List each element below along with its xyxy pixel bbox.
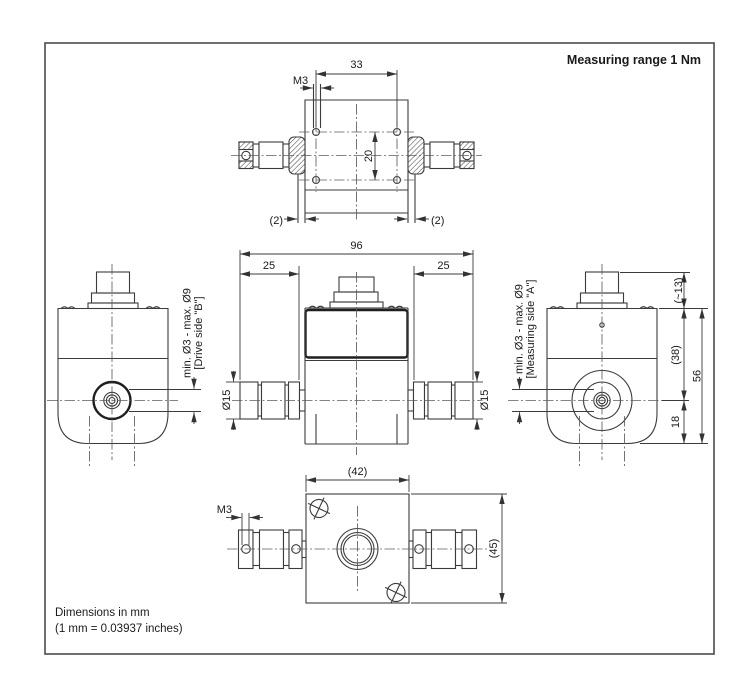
drawing-frame [45,43,714,654]
footer-units-line: Dimensions in mm [55,607,150,619]
dim-33 [316,59,397,127]
top-view [231,59,482,227]
phillips-screw [380,577,412,609]
gap-left-label: (2) [269,215,283,227]
dim-96-label: 96 [350,240,363,252]
gap-right-label: (2) [431,215,445,227]
footer-conversion-line: (1 mm = 0.03937 inches) [55,623,183,635]
page-title: Measuring range 1 Nm [566,53,701,67]
dim-45-label: (45) [488,538,500,559]
footer-note [55,607,183,635]
front-view-center-lines [232,272,481,455]
dim-dia15-right [473,371,491,430]
bore-range-right-label: min. Ø3 - max. Ø9 [513,284,526,374]
dim-gap-right [394,215,444,227]
front-view [221,240,491,455]
dim-20-label: 20 [363,149,375,163]
left-side-view [47,264,205,467]
thread-m3-bottom-label: M3 [216,504,232,516]
dim-bore-right [512,280,594,424]
measuring-side-label: [Measuring side "A"] [525,279,537,379]
dia15-left-label: Ø15 [221,389,233,411]
dim-42-label: (42) [347,466,368,478]
phillips-screw [303,493,335,525]
dia15-right-label: Ø15 [479,389,491,411]
dim-25-left-label: 25 [262,260,276,272]
dim-25-left [240,260,299,380]
dim-38-label: (38) [670,345,682,365]
dim-33-label: 33 [350,59,363,71]
dim-56-label: 56 [691,369,704,383]
dim-42 [306,466,409,492]
dim-18-label: 18 [670,415,682,429]
thread-m3-top-label: M3 [292,75,309,87]
dim-25-right [414,260,473,380]
dim-gap-left [270,215,319,227]
right-side-view [508,264,708,467]
left-view-connector [88,272,138,309]
bore-range-left-label: min. Ø3 - max. Ø9 [181,288,194,378]
drive-side-label: [Drive side "B"] [193,296,205,370]
left-view-body [58,307,168,444]
dim-25-right-label: 25 [437,260,450,272]
bottom-view [217,466,507,608]
dim-13-label: (~13) [673,277,685,304]
dim-20 [363,132,375,180]
